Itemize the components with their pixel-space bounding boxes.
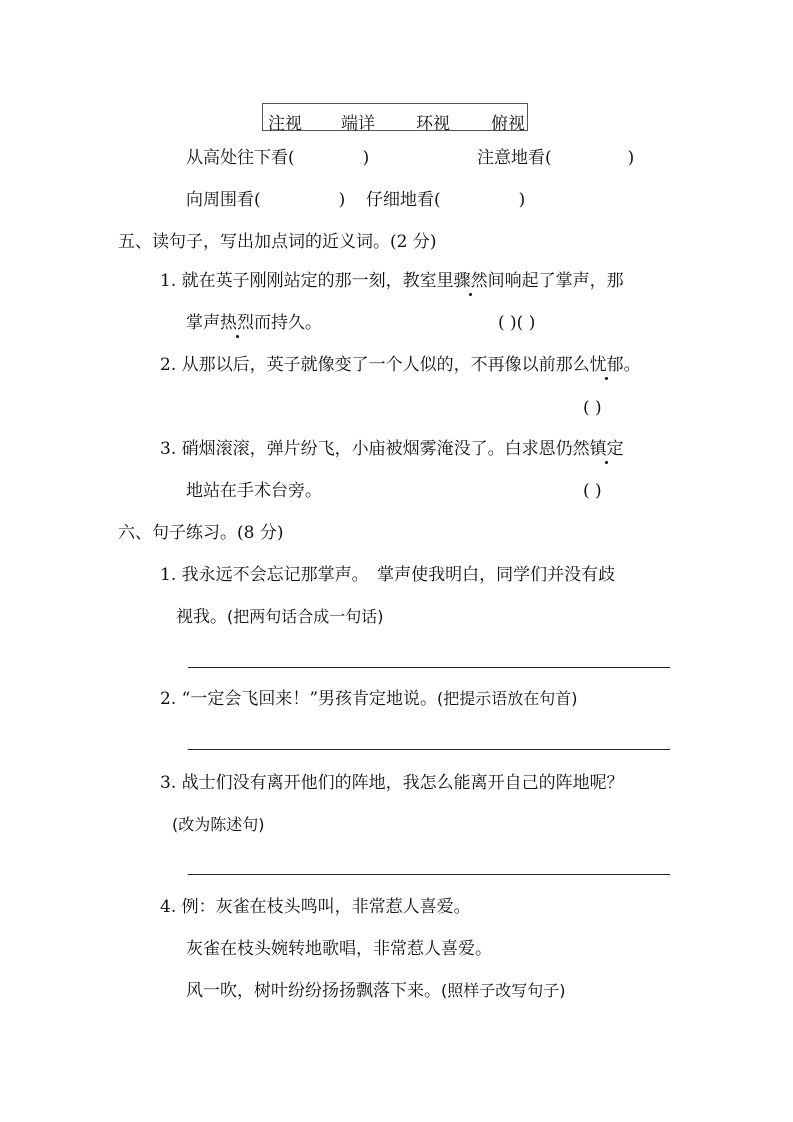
section6-title: 六、句子练习。(8 分)	[118, 523, 284, 543]
question-number: 2.	[160, 355, 177, 375]
dotted-word: 热烈	[220, 313, 254, 333]
s6-q4-line2: 灰雀在枝头婉转地歌唱，非常惹人喜爱。	[186, 939, 492, 959]
match-row2-left: 向周围看( )	[186, 190, 346, 210]
s6-q2-line1: 2. “一定会飞回来！”男孩肯定地说。(把提示语放在句首)	[160, 689, 578, 709]
word-bank-item: 环视	[416, 114, 450, 134]
s5-q3-answer-blank[interactable]: ( )	[583, 481, 602, 501]
answer-line[interactable]	[188, 874, 670, 875]
answer-line[interactable]	[188, 667, 670, 668]
question-number: 1.	[160, 271, 177, 291]
s5-q3-line2: 地站在手术台旁。	[186, 481, 322, 501]
word-bank-item: 注视	[268, 114, 302, 134]
s6-q4-line1: 4. 例：灰雀在枝头鸣叫，非常惹人喜爱。	[160, 897, 471, 917]
s5-q2-line1: 2. 从那以后，英子就像变了一个人似的，不再像以前那么忧郁。	[160, 355, 641, 375]
dotted-word: 镇定	[589, 439, 624, 459]
instruction-hint: (改为陈述句)	[172, 815, 265, 834]
dotted-word: 骤然	[453, 271, 488, 291]
question-number: 2.	[160, 689, 177, 709]
s5-q1-line2: 掌声热烈而持久。	[186, 313, 322, 333]
instruction-hint: (把两句话合成一句话)	[227, 607, 384, 626]
s6-q1-line1: 1. 我永远不会忘记那掌声。 掌声使我明白，同学们并没有歧	[160, 565, 616, 585]
section5-title: 五、读句子，写出加点词的近义词。(2 分)	[118, 232, 437, 252]
s5-q1-answer-blank[interactable]: ( )( )	[498, 313, 536, 333]
word-bank-item: 俯视	[491, 114, 525, 134]
question-number: 4.	[160, 897, 177, 917]
answer-line[interactable]	[188, 749, 670, 750]
question-number: 3.	[160, 439, 177, 459]
word-bank-item: 端详	[341, 114, 375, 134]
s5-q1-line1: 1. 就在英子刚刚站定的那一刻，教室里骤然间响起了掌声，那	[160, 271, 624, 291]
match-row1-left: 从高处往下看( )	[186, 148, 370, 168]
instruction-hint: (照样子改写句子)	[441, 981, 566, 1000]
word-bank-box	[262, 103, 528, 134]
match-row1-right: 注意地看( )	[477, 148, 635, 168]
question-number: 3.	[160, 773, 177, 793]
s5-q2-answer-blank[interactable]: ( )	[583, 398, 602, 418]
instruction-hint: (把提示语放在句首)	[437, 689, 578, 708]
dotted-word: 忧郁	[589, 355, 624, 375]
match-row2-right: 仔细地看( )	[366, 190, 526, 210]
s6-q3-line1: 3. 战士们没有离开他们的阵地，我怎么能离开自己的阵地呢？	[160, 773, 624, 793]
question-number: 1.	[160, 565, 177, 585]
s5-q3-line1: 3. 硝烟滚滚，弹片纷飞，小庙被烟雾淹没了。白求恩仍然镇定	[160, 439, 624, 459]
s6-q1-line2: 视我。(把两句话合成一句话)	[176, 607, 384, 627]
s6-q4-line3: 风一吹，树叶纷纷扬扬飘落下来。(照样子改写句子)	[186, 981, 566, 1001]
